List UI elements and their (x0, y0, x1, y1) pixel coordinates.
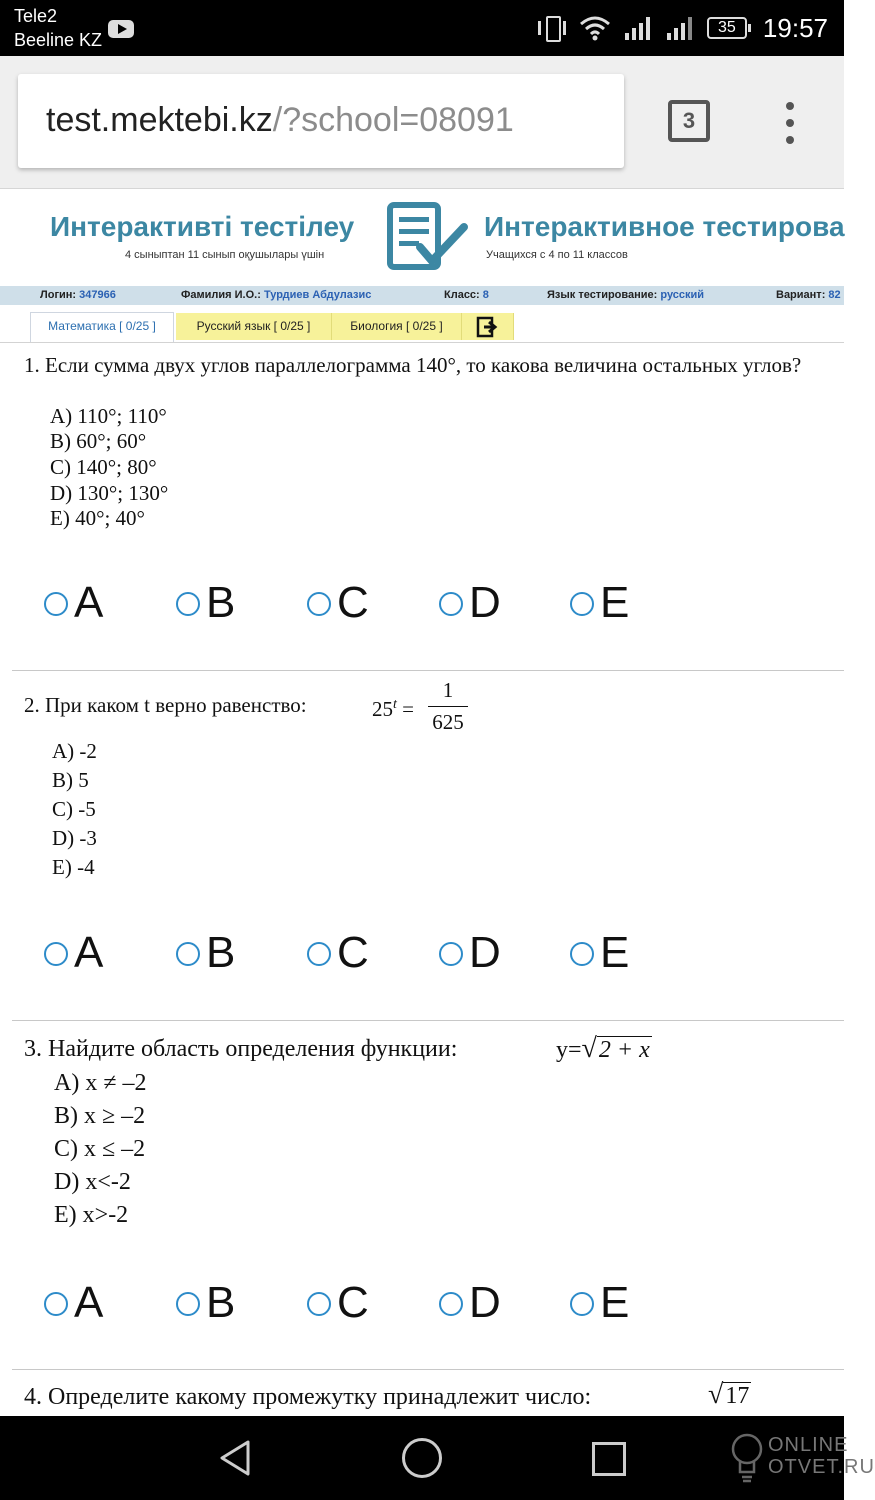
question-2-option-a: A) -2 (52, 739, 97, 763)
watermark-line-1: ONLINE (768, 1434, 849, 1456)
site-banner (0, 189, 844, 285)
test-checklist-logo-icon (386, 201, 468, 273)
home-icon[interactable] (402, 1438, 442, 1478)
variant-info (776, 286, 841, 305)
address-bar[interactable] (18, 74, 624, 168)
formula-prefix: y= (556, 1037, 582, 1063)
login-label: Логин: (40, 289, 77, 301)
radio-button[interactable] (570, 592, 594, 616)
question-1-text: 1. Если сумма двух углов параллелограмма 140°, то какова величина остальных углов? (24, 353, 802, 377)
radio-button[interactable] (307, 1292, 331, 1316)
watermark-text (768, 1434, 875, 1478)
formula-equals: = (402, 697, 414, 721)
question-1-option-c: C) 140°; 80° (50, 455, 157, 479)
radio-button[interactable] (44, 592, 68, 616)
formula-exponent: t (393, 697, 397, 712)
question-1-answers (0, 576, 844, 636)
question-3-option-c: C) x ≤ –2 (54, 1136, 146, 1162)
formula-radicand: 2 + x (598, 1037, 650, 1063)
question-4-text: 4. Определите какому промежутку принадлежит число: (24, 1384, 592, 1410)
url-host: test.mektebi.kz (46, 101, 273, 139)
radio-button[interactable] (307, 942, 331, 966)
browser-toolbar (0, 56, 844, 189)
question-divider (12, 1369, 844, 1370)
class-label: Класс: (444, 289, 480, 301)
radio-button[interactable] (439, 592, 463, 616)
answer-letter: D (469, 928, 501, 977)
tab-biology[interactable]: Биология [ 0/25 ] (332, 313, 462, 340)
url-text[interactable] (46, 100, 514, 140)
variant-label: Вариант: (776, 289, 826, 301)
question-1-option-e: E) 40°; 40° (50, 506, 145, 530)
student-info-bar (0, 286, 844, 305)
battery-indicator: 35 (707, 17, 747, 39)
language-value: русский (660, 289, 705, 301)
radio-button[interactable] (307, 592, 331, 616)
radio-button[interactable] (176, 592, 200, 616)
question-2-option-c: C) -5 (52, 797, 96, 821)
answer-letter: D (469, 1278, 501, 1327)
watermark-line-2: OTVET.RU (768, 1456, 875, 1478)
status-bar (0, 0, 844, 56)
carrier-info (14, 4, 102, 52)
formula-denominator: 625 (432, 710, 464, 734)
sqrt-symbol: √ (581, 1033, 597, 1064)
question-3-option-b: B) x ≥ –2 (54, 1103, 146, 1129)
wifi-icon (579, 15, 611, 41)
answer-letter: C (337, 928, 369, 977)
question-3-option-d: D) x<-2 (54, 1169, 131, 1195)
answer-letter: A (74, 1278, 104, 1327)
class-info (444, 286, 489, 305)
formula-numerator: 1 (442, 678, 454, 702)
language-info (547, 286, 704, 305)
question-3-text: 3. Найдите область определения функции: (24, 1036, 458, 1062)
question-3-formula (556, 1034, 652, 1065)
banner-subtitle-ru: Учащихся с 4 по 11 классов (486, 249, 628, 261)
radio-button[interactable] (44, 1292, 68, 1316)
question-2-answers (0, 926, 844, 986)
question-2-text: 2. При каком t верно равенство: (24, 693, 307, 717)
formula-radicand: 17 (725, 1383, 750, 1409)
answer-letter: E (600, 928, 630, 977)
back-icon[interactable] (216, 1438, 256, 1478)
carrier-1: Tele2 (14, 6, 58, 26)
answer-letter: E (600, 1278, 630, 1327)
status-icons (537, 8, 828, 48)
lightbulb-icon (730, 1432, 764, 1484)
overflow-menu-icon[interactable] (782, 102, 798, 146)
question-3-option-e: E) x>-2 (54, 1202, 129, 1228)
exit-button[interactable] (462, 313, 514, 340)
question-1-option-b: B) 60°; 60° (50, 429, 147, 453)
question-1-option-d: D) 130°; 130° (50, 481, 169, 505)
question-3-option-a: A) x ≠ –2 (54, 1070, 147, 1096)
carrier-2: Beeline KZ (14, 30, 103, 50)
answer-letter: C (337, 578, 369, 627)
question-divider (12, 1020, 844, 1021)
answer-letter: B (206, 928, 236, 977)
question-2-option-b: B) 5 (52, 768, 89, 792)
answer-letter: D (469, 578, 501, 627)
answer-letter: B (206, 1278, 236, 1327)
tab-russian[interactable]: Русский язык [ 0/25 ] (176, 313, 332, 340)
url-path: /?school=08091 (272, 101, 514, 139)
answer-letter: A (74, 578, 104, 627)
answer-letter: E (600, 578, 630, 627)
name-value: Турдиев Абдулазис (263, 289, 372, 301)
question-3-answers (0, 1276, 844, 1336)
fraction-bar (428, 706, 468, 707)
answer-letter: A (74, 928, 104, 977)
tab-mathematics[interactable]: Математика [ 0/25 ] (30, 312, 174, 342)
vibrate-icon (537, 15, 567, 41)
banner-subtitle-kz: 4 сыныптан 11 сынып оқушылары үшін (125, 249, 325, 261)
answer-letter: B (206, 578, 236, 627)
android-nav-bar (0, 1416, 875, 1500)
name-info (181, 286, 371, 305)
login-value: 347966 (79, 289, 116, 301)
exit-icon (477, 317, 499, 337)
radio-button[interactable] (44, 942, 68, 966)
class-value: 8 (482, 289, 489, 301)
radio-button[interactable] (439, 1292, 463, 1316)
language-label: Язык тестирование: (547, 289, 658, 301)
radio-button[interactable] (176, 942, 200, 966)
radio-button[interactable] (570, 942, 594, 966)
answer-letter: C (337, 1278, 369, 1327)
question-4-formula (708, 1380, 751, 1411)
clock: 19:57 (762, 12, 828, 43)
recent-apps-icon[interactable] (592, 1442, 626, 1476)
radio-button[interactable] (439, 942, 463, 966)
watermark (730, 1428, 875, 1494)
tab-switcher-button[interactable]: 3 (668, 100, 710, 142)
signal-icon (623, 15, 653, 41)
youtube-icon (108, 20, 134, 38)
question-divider (12, 670, 844, 671)
login-info (40, 286, 116, 305)
question-1-option-a: A) 110°; 110° (50, 404, 167, 428)
radio-button[interactable] (570, 1292, 594, 1316)
question-2-option-e: E) -4 (52, 855, 95, 879)
name-label: Фамилия И.О.: (181, 289, 261, 301)
subject-tabs (0, 310, 844, 343)
sqrt-symbol: √ (708, 1379, 724, 1410)
banner-title-kz: Интерактивті тестілеу (50, 211, 355, 242)
question-2-option-d: D) -3 (52, 826, 97, 850)
variant-value: 82 (828, 289, 841, 301)
banner-title-ru: Интерактивное тестирова (484, 211, 845, 242)
radio-button[interactable] (176, 1292, 200, 1316)
formula-base: 25 (372, 697, 393, 721)
question-2-formula (372, 692, 414, 722)
signal-icon-2 (665, 15, 695, 41)
